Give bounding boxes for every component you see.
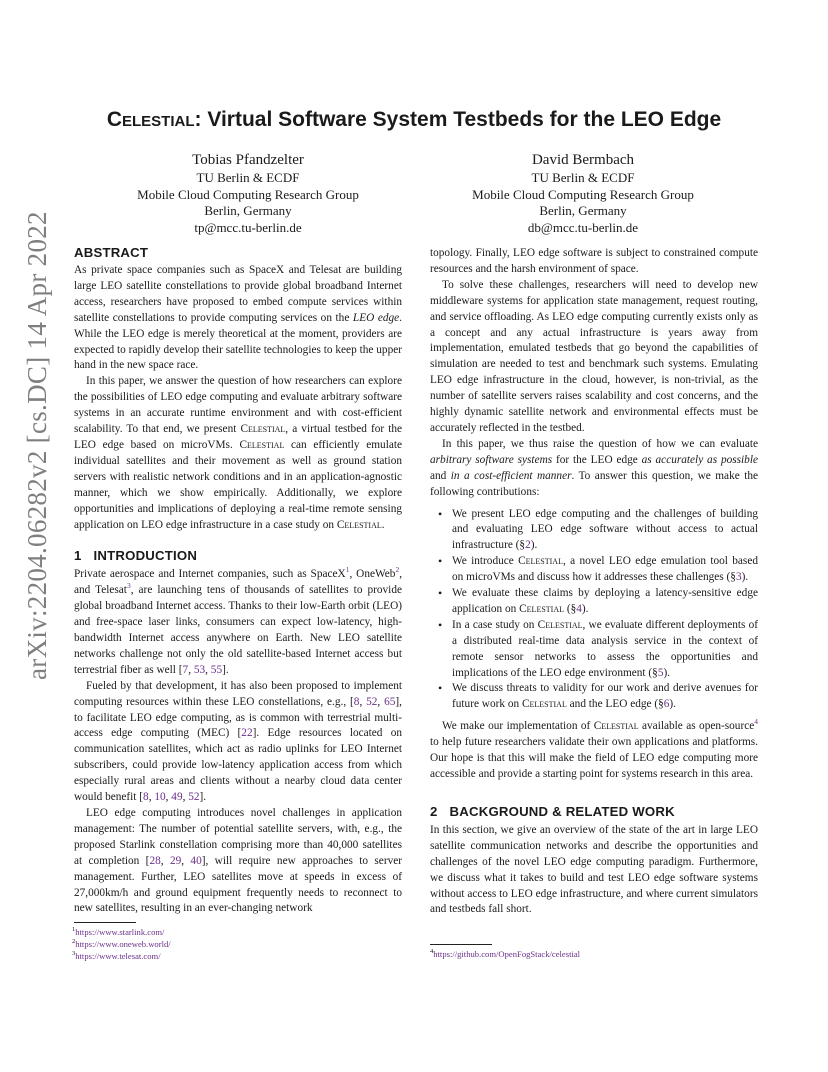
right-column	[430, 246, 758, 918]
list-item: • We present LEO edge computing and the challenges of building and evaluating LEO edge software without access to actual infrastructure (§2).	[452, 507, 758, 555]
footnote[interactable]: $^4$https://github.com/OpenFogStack/celestial	[430, 948, 581, 959]
list-item: • We evaluate these claims by deploying a latency-sensitive edge application on Celestial (§4).	[452, 586, 758, 618]
abstract-heading: ABSTRACT	[74, 245, 149, 260]
body-paragraph: In this section, we give an overview of the state of the art in large LEO satellite communication networks and describe the opportunities and challenges of the novel LEO edge computing paradigm. Furthermore, we discuss what it takes to build and test LEO edge software systems without access to LEO edge infrastructure, and where current simulators and testbeds fall short.	[430, 823, 758, 916]
author-block-1	[98, 150, 398, 236]
author-name: Tobias Pfandzelter	[192, 152, 304, 168]
body-paragraph: We make our implementation of Celestial available as open-source$^4$ to help future researchers validate their own applications and platforms. Our hope is that this will make the field of LEO edge computing more accessible and provide a starting point for systems research in this area.	[430, 717, 758, 780]
footnotes-right	[430, 948, 580, 960]
arxiv-stamp: arXiv:2204.06282v2 [cs.DC] 14 Apr 2022	[22, 211, 52, 680]
author-group: Mobile Cloud Computing Research Group	[472, 186, 694, 202]
footnote[interactable]: $^3$https://www.telesat.com/	[72, 950, 161, 961]
footnotes-left	[72, 926, 171, 962]
author-group: Mobile Cloud Computing Research Group	[137, 186, 359, 202]
paper-title	[60, 108, 768, 132]
body-paragraph: LEO edge computing introduces novel challenges in application management: The number of potential satellite servers, with, e.g., the proposed Starlink constellation comprising more than 40,000 satellites at completion [28, 29, 40], will require new approaches to server management. Further, LEO satellites move at speeds in excess of 27,000km/h and ground equipment frequently needs to reconnect to new satellites, resulting in an ever-changing network	[74, 807, 403, 915]
author-email[interactable]: db@mcc.tu-berlin.de	[527, 219, 639, 235]
contributions-list	[430, 507, 758, 714]
author-block-2	[433, 150, 733, 236]
title-system-name: Celestial	[106, 108, 195, 131]
author-city: Berlin, Germany	[204, 203, 292, 219]
section-heading-introduction: 1 INTRODUCTION	[74, 548, 198, 564]
author-affiliation: TU Berlin & ECDF	[196, 170, 300, 185]
footnote-rule-right	[430, 944, 492, 945]
list-item: • We discuss threats to validity for our work and derive avenues for future work on Celestial and the LEO edge (§6).	[452, 681, 758, 713]
author-affiliation: TU Berlin & ECDF	[531, 170, 635, 185]
left-column	[74, 244, 402, 917]
body-paragraph: topology. Finally, LEO edge software is subject to constrained compute resources and the harsh environment of space.	[430, 247, 758, 275]
footnote[interactable]: $^2$https://www.oneweb.world/	[72, 938, 171, 949]
author-city: Berlin, Germany	[539, 203, 627, 219]
body-paragraph: Fueled by that development, it has also been proposed to implement computing resources within these LEO constellations, e.g., [8, 52, 65], to facilitate LEO edge computing, as is common with terrestrial multi-access edge computing (MEC) [22]. Edge resources located on communication satellites, which act as radio uplinks for LEO Internet subscribers, could provide low-latency application access from which especially rural areas and clients without a nearby cloud data center would benefit [8, 10, 49, 52].	[74, 679, 402, 804]
body-paragraph: To solve these challenges, researchers will need to develop new middleware systems for application state management, request routing, and service offloading. As LEO edge computing currently exists only as a concept and any actual infrastructure is years away from implementation, emulated testbeds that go beyond the capabilities of simulation are needed to test and benchmark such systems. Emulating LEO edge infrastructure in the cloud, however, is non-trivial, as the number of satellite servers raises scalability and cost concerns, and the highly dynamic satellite network and environmental effects must be accurately reflected in the testbed.	[430, 278, 758, 434]
author-email[interactable]: tp@mcc.tu-berlin.de	[194, 219, 302, 235]
footnote-rule-left	[74, 922, 136, 923]
author-name: David Bermbach	[531, 152, 635, 168]
footnote[interactable]: $^1$https://www.starlink.com/	[72, 926, 165, 937]
list-item: • In a case study on Celestial, we evaluate different deployments of a distributed real-time data analysis service in the context of remote sensor networks to assess the opportunities and implications of the LEO edge environment (§5).	[452, 618, 758, 682]
title-rest: : Virtual Software System Testbeds for the LEO Edge	[194, 108, 722, 131]
abstract-paragraph: As private space companies such as SpaceX and Telesat are building large LEO satellite constellations to provide global broadband Internet access, researchers have proposed to embed compute services within satellite constellations to provide computing services on the LEO edge. While the LEO edge is merely theoretical at the moment, providers are expected to rapidly develop their satellite technologies to keep the upper hand in the new space race.	[74, 264, 402, 372]
body-paragraph: In this paper, we thus raise the question of how we can evaluate arbitrary software systems for the LEO edge as accurately as possible and in a cost-efficient manner. To answer this question, we make the following contributions:	[430, 437, 758, 498]
abstract-paragraph: In this paper, we answer the question of how researchers can explore the possibilities of LEO edge computing and evaluate arbitrary software systems in an accurate runtime environment and with cost-efficient scalability. To that end, we present Celestial, a virtual testbed for the LEO edge based on microVMs. Celestial can efficiently emulate individual satellites and their movement as well as ground station servers with realistic network conditions and in an application-agnostic manner, which we show empirically. Additionally, we explore opportunities and implications of deploying a real-time remote sensing application on LEO edge infrastructure in a case study on Celestial.	[74, 375, 403, 531]
body-paragraph: Private aerospace and Internet companies, such as SpaceX$^1$, OneWeb$^2$, and Telesat$^3$, are launching tens of thousands of satellites to provide global broadband Internet access. Thanks to their low-Earth orbit (LEO) and free-space laser links, consumers can expect low-latency, high-bandwidth Internet access anywhere on Earth. New LEO satellite networks challenge not only the old satellite-based Internet access but terrestrial fiber as well [7, 53, 55].	[74, 565, 403, 676]
list-item: • We introduce Celestial, a novel LEO edge emulation tool based on microVMs and discuss how it addresses these challenges (§3).	[452, 554, 758, 586]
section-heading-background: 2 BACKGROUND & RELATED WORK	[430, 803, 675, 819]
